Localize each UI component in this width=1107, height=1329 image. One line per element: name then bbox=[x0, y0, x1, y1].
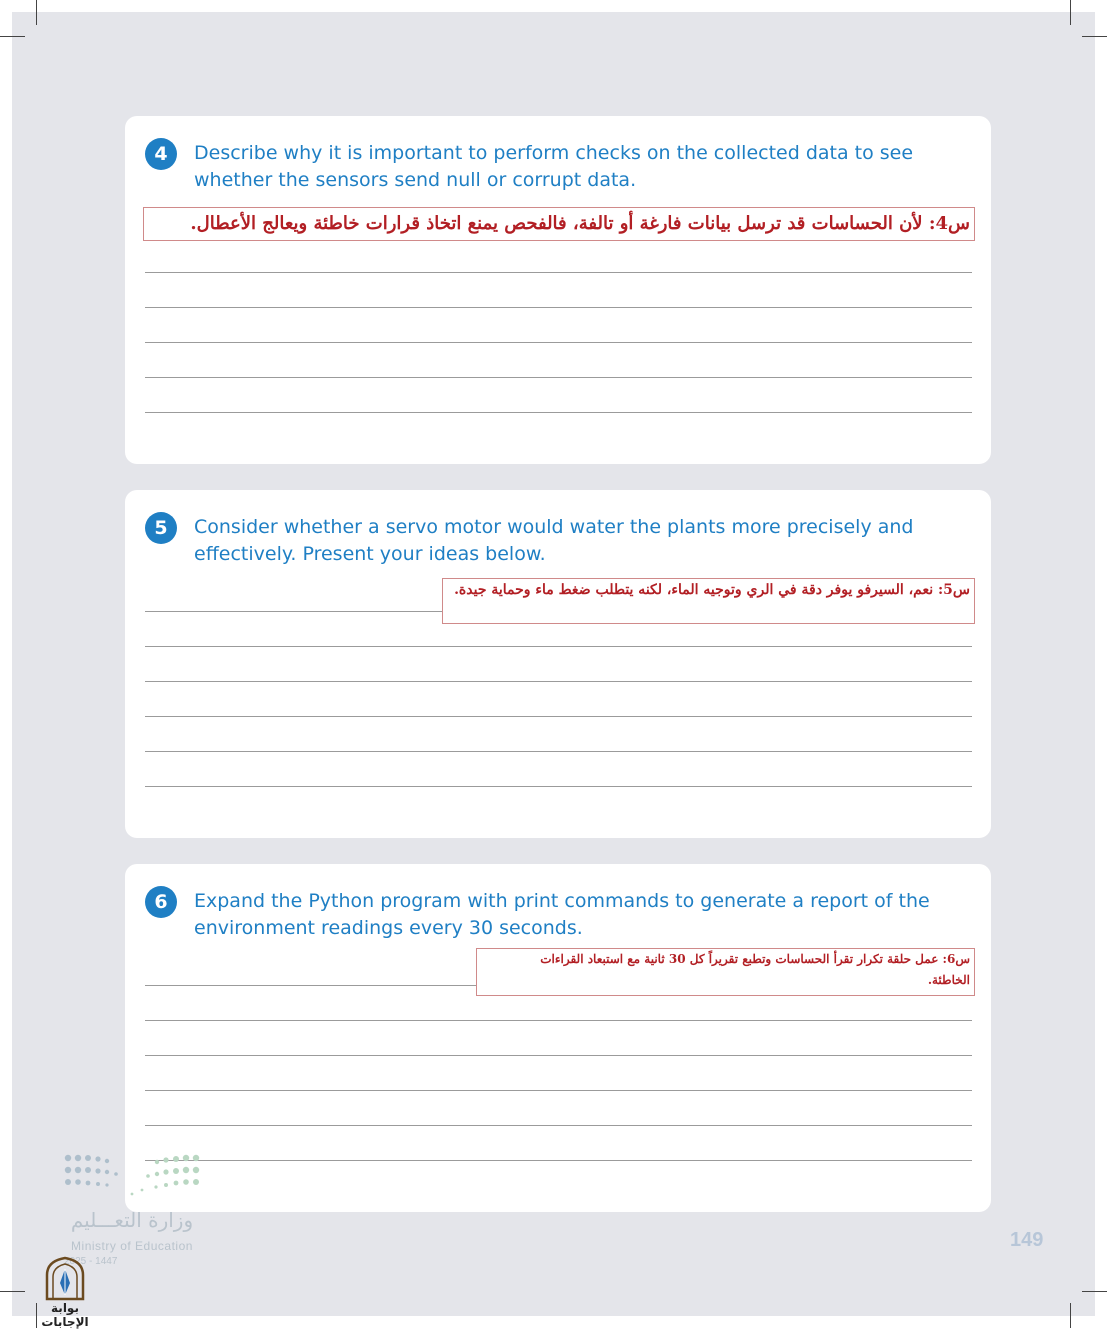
question-text: Expand the Python program with print commands to generate a report of the environment readings every 30 seconds. bbox=[194, 890, 930, 939]
question-card-4 bbox=[125, 116, 991, 464]
answer-line-1: س6: عمل حلقة تكرار تقرأ الحساسات وتطبع تقريراً كل 30 ثانية مع استبعاد القراءات bbox=[540, 952, 970, 966]
question-card-6 bbox=[125, 864, 991, 1212]
answer-line bbox=[145, 1125, 972, 1126]
question-card-5 bbox=[125, 490, 991, 838]
answer-line bbox=[145, 1160, 972, 1161]
answer-line bbox=[145, 307, 972, 308]
crop-mark bbox=[0, 1291, 25, 1292]
answer-line bbox=[145, 646, 972, 647]
crop-mark bbox=[0, 36, 25, 37]
handwritten-answer: س4: لأن الحساسات قد ترسل بيانات فارغة أو تالفة، فالفحص يمنع اتخاذ قرارات خاطئة ويعالج الأعطال. bbox=[143, 207, 975, 241]
ministry-name-arabic: وزارة التعـــليم bbox=[70, 1208, 194, 1232]
answer-line bbox=[145, 1020, 972, 1021]
answer-line bbox=[145, 1090, 972, 1091]
question-number-badge: 6 bbox=[145, 886, 177, 918]
crop-mark bbox=[1082, 1291, 1107, 1292]
question-text: Describe why it is important to perform checks on the collected data to see whether the sensors send null or corrupt data. bbox=[194, 142, 914, 191]
page-number: 149 bbox=[1010, 1229, 1044, 1251]
ministry-years: 2025 - 1447 bbox=[64, 1256, 118, 1267]
answer-line bbox=[145, 342, 972, 343]
question-number-badge: 4 bbox=[145, 138, 177, 170]
crop-mark bbox=[36, 0, 37, 25]
answer-line bbox=[145, 716, 972, 717]
crop-mark bbox=[1082, 36, 1107, 37]
answer-line bbox=[145, 377, 972, 378]
ministry-name-english: Ministry of Education bbox=[71, 1239, 193, 1253]
handwritten-answer bbox=[476, 948, 975, 996]
answer-line bbox=[145, 681, 972, 682]
question-text: Consider whether a servo motor would water the plants more precisely and effectively. Present your ideas below. bbox=[194, 516, 914, 565]
crop-mark bbox=[1070, 0, 1071, 25]
crop-mark bbox=[1070, 1303, 1071, 1328]
answer-line bbox=[145, 786, 972, 787]
answers-portal-logo bbox=[28, 1255, 108, 1329]
answer-line bbox=[145, 1055, 972, 1056]
ministry-dots-icon bbox=[62, 1150, 202, 1202]
portal-label: بوابة الإجابات bbox=[41, 1301, 89, 1329]
answer-line bbox=[145, 412, 972, 413]
answer-line-2: الخاطئة. bbox=[927, 973, 970, 987]
answer-line bbox=[145, 751, 972, 752]
handwritten-answer: س5: نعم، السيرفو يوفر دقة في الري وتوجيه الماء، لكنه يتطلب ضغط ماء وحماية جيدة. bbox=[442, 578, 975, 624]
portal-emblem-icon bbox=[28, 1255, 102, 1301]
answer-line bbox=[145, 272, 972, 273]
question-number-badge: 5 bbox=[145, 512, 177, 544]
